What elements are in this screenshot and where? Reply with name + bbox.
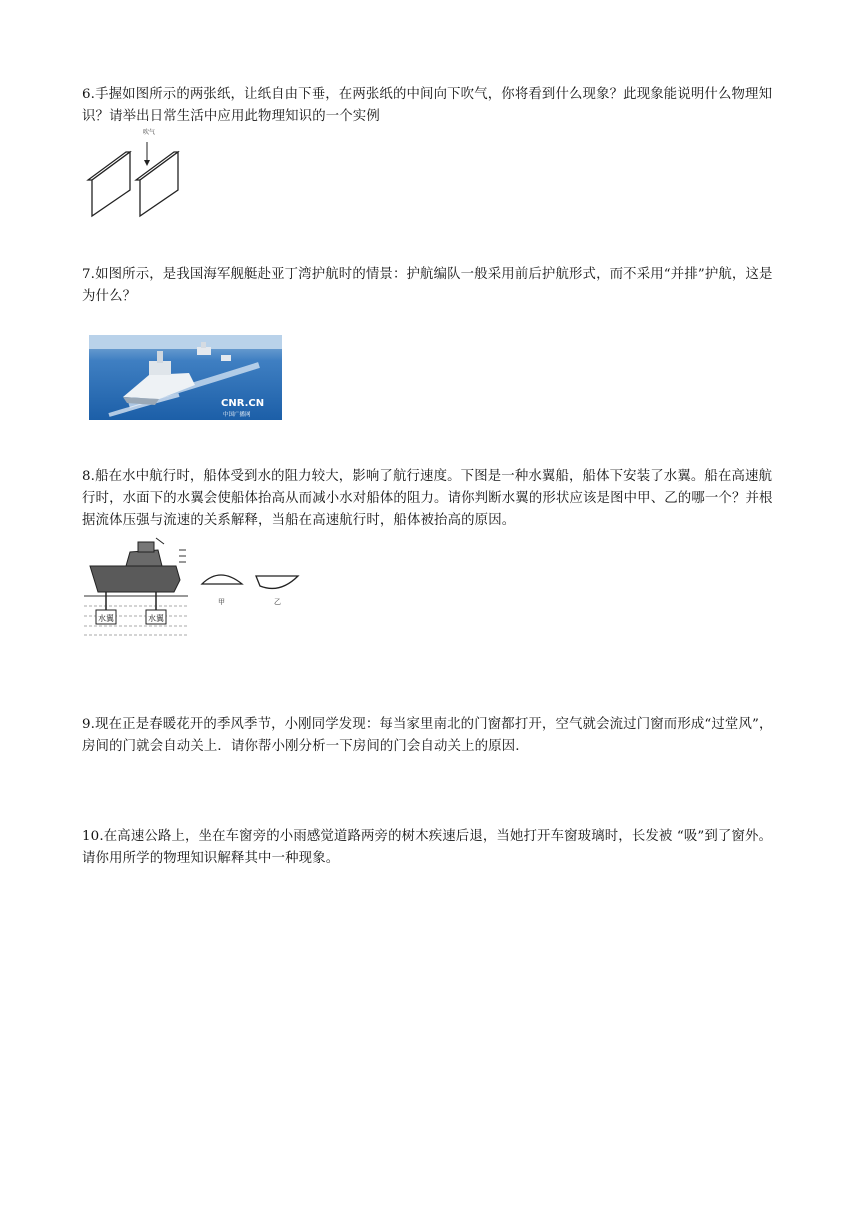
blow-label: 吹气 <box>143 129 156 136</box>
question-8: 8.船在水中航行时，船体受到水的阻力较大，影响了航行速度。下图是一种水翼船，船体下安装了水翼。船在高速航行时，水面下的水翼会使船体抬高从而减小水对船体的阻力。请你判断水翼的形状应该是图中甲、乙的哪一个？并根据流体压强与流速的关系解释，当船在高速航行时，船体被抬高的原因。 <box>82 469 773 528</box>
hydrofoil-label-left: 水翼 <box>98 614 114 623</box>
question-6: 6.手握如图所示的两张纸，让纸自由下垂，在两张纸的中间向下吹气，你将看到什么现象？此现象能说明什么物理知识？请举出日常生活中应用此物理知识的一个实例 <box>82 87 773 124</box>
cnr-caption: 中国广播网 <box>223 412 251 418</box>
navy-escort-photo <box>89 335 282 420</box>
cnr-logo: CNR.CN <box>221 398 265 409</box>
two-papers-figure <box>80 124 190 220</box>
question-9: 9.现在正是春暖花开的季风季节，小刚同学发现：每当家里南北的门窗都打开，空气就会流过门窗而形成“过堂风”，房间的门就会自动关上．请你帮小刚分析一下房间的门会自动关上的原因. <box>82 717 773 754</box>
foil-label-a: 甲 <box>218 598 225 606</box>
hydrofoil-label-right: 水翼 <box>148 614 164 623</box>
question-10: 10.在高速公路上，坐在车窗旁的小雨感觉道路两旁的树木疾速后退，当她打开车窗玻璃时，长发被 “吸”到了窗外。请你用所学的物理知识解释其中一种现象。 <box>82 829 773 866</box>
foil-label-b: 乙 <box>274 598 281 606</box>
hydrofoil-ship-figure <box>84 536 306 638</box>
question-7: 7.如图所示，是我国海军舰艇赴亚丁湾护航时的情景：护航编队一般采用前后护航形式，而不采用“并排”护航，这是为什么？ <box>82 267 773 304</box>
